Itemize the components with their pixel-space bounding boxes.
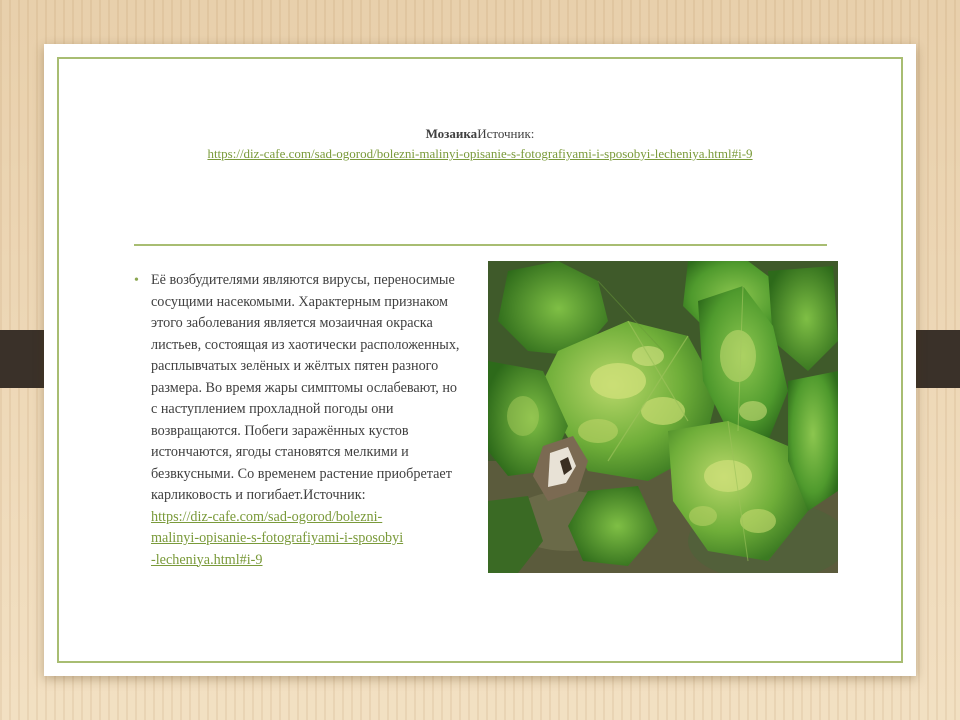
body-source-link-line-1[interactable]: https://diz-cafe.com/sad-ogorod/bolezni- bbox=[151, 508, 383, 525]
leaf-photo-illustration bbox=[488, 261, 838, 573]
slide-title bbox=[114, 124, 846, 164]
body-source-link-line-2[interactable]: malinyi-opisanie-s-fotografiyami-i-sposobyi bbox=[151, 530, 404, 546]
body-description: Её возбудителями являются вирусы, переносимые сосущими насекомыми. Характерным признаком этого заболевания является мозаичная окраска листьев, состоящая из хаотически расположенных, расплывчатых зелёных и жёлтых пятен разного размера. Во время жары симптомы ослабевают, но с наступлением прохладной погоды они возвращаются. Побеги заражённых кустов истончаются, ягоды становятся мелкими и безвкусными. Со временем растение приобретает карликовость и погибает. bbox=[151, 272, 460, 503]
title-source-label: Источник: bbox=[477, 126, 535, 141]
title-divider bbox=[134, 244, 827, 246]
raspberry-mosaic-leaf-photo bbox=[488, 261, 838, 573]
title-bold-text: Мозаика bbox=[425, 126, 478, 141]
body-paragraph bbox=[151, 270, 466, 571]
title-source-link[interactable]: https://diz-cafe.com/sad-ogorod/bolezni-malinyi-opisanie-s-fotografiyami-i-sposobyi-lecheniya.html#i-9 bbox=[207, 146, 753, 161]
body-text-block bbox=[134, 270, 466, 571]
body-source-label: Источник: bbox=[303, 487, 366, 503]
body-source-link-line-3[interactable]: -lecheniya.html#i-9 bbox=[151, 551, 263, 568]
bullet-dot-icon: • bbox=[134, 273, 139, 288]
slide bbox=[44, 44, 916, 676]
